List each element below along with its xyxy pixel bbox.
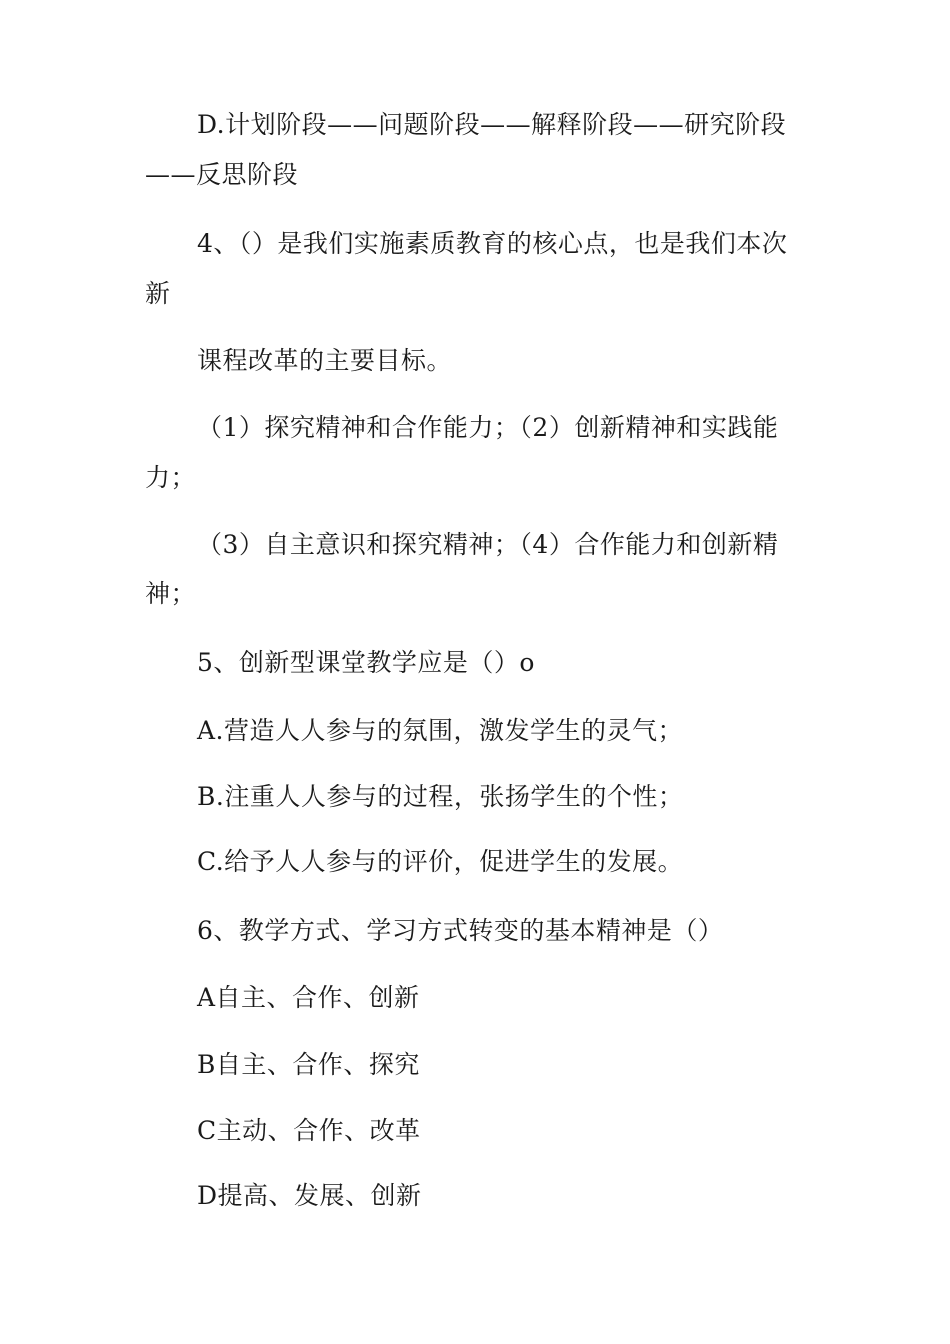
question-4-continuation-2: 课程改革的主要目标。: [197, 346, 453, 375]
question-6-option-c: C主动、合作、改革: [197, 1116, 421, 1145]
question-5-option-c: C.给予人人参与的评价，促进学生的发展。: [197, 847, 684, 876]
question-6-option-d: D提高、发展、创新: [197, 1181, 422, 1210]
question-4-options-2-continuation: 神；: [145, 579, 197, 608]
question-6-option-a: A自主、合作、创新: [197, 983, 420, 1012]
question-5-option-a: A.营造人人参与的氛围，激发学生的灵气；: [197, 716, 684, 745]
option-d-line: D.计划阶段——问题阶段——解释阶段——研究阶段: [197, 110, 787, 139]
question-4-line: 4、（）是我们实施素质教育的核心点，也是我们本次: [197, 229, 788, 258]
question-4-options-1-continuation: 力；: [145, 463, 197, 492]
question-5-option-b: B.注重人人参与的过程，张扬学生的个性；: [197, 782, 684, 811]
question-4-options-1: （1）探究精神和合作能力；（2）创新精神和实践能: [197, 413, 779, 442]
question-6-line: 6、教学方式、学习方式转变的基本精神是（）: [197, 916, 724, 945]
question-6-option-b: B自主、合作、探究: [197, 1050, 420, 1079]
question-5-line: 5、创新型课堂教学应是（）o: [197, 648, 535, 677]
question-4-continuation: 新: [145, 279, 171, 308]
option-d-continuation: ——反思阶段: [145, 160, 299, 189]
question-4-options-2: （3）自主意识和探究精神；（4）合作能力和创新精: [197, 530, 779, 559]
